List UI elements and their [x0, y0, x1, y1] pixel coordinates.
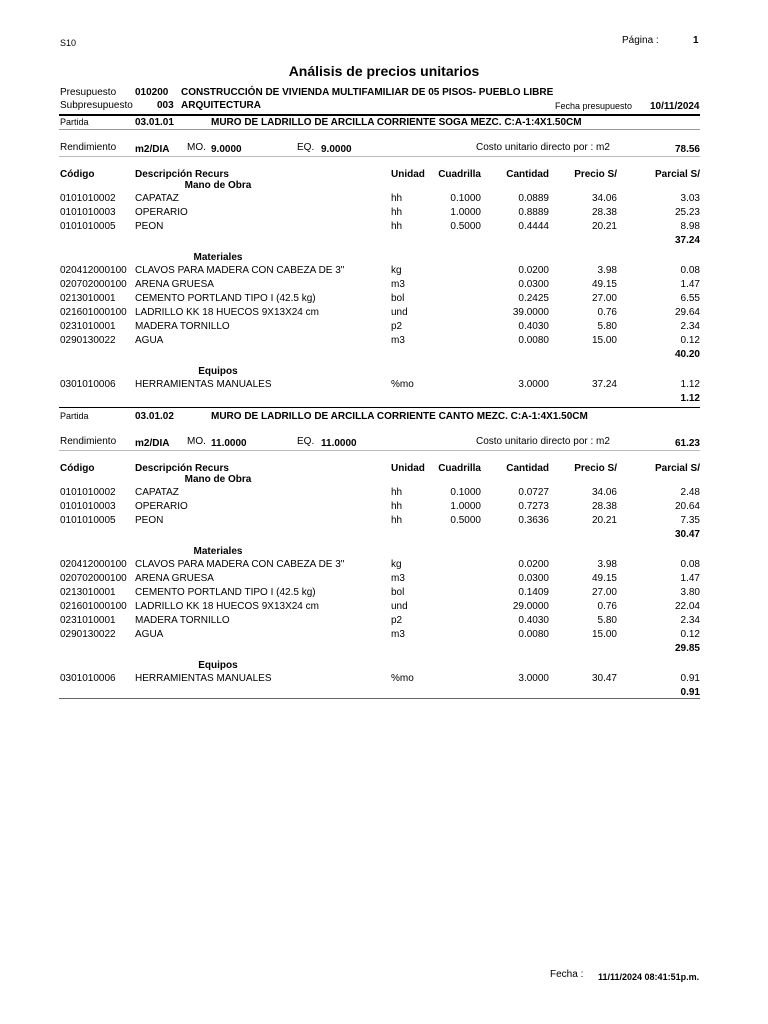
group-subtotal: [0, 392, 768, 405]
item-unit: %mo: [391, 673, 414, 684]
item-desc: CEMENTO PORTLAND TIPO I (42.5 kg): [135, 293, 316, 304]
item-unit: m3: [391, 335, 405, 346]
item-parcial: 29.64: [674, 307, 700, 318]
fecha-presupuesto-label: Fecha presupuesto: [555, 101, 633, 111]
item-parcial: 3.03: [680, 193, 700, 204]
item-unit: hh: [391, 207, 403, 218]
item-parcial: 0.91: [680, 673, 700, 684]
item-unit: und: [391, 601, 408, 612]
partida-underline: [59, 129, 700, 130]
subpresupuesto-label: Subpresupuesto: [60, 100, 133, 111]
system-code: S10: [60, 38, 77, 48]
subtotal-value: 30.47: [674, 529, 700, 540]
item-desc: HERRAMIENTAS MANUALES: [135, 673, 272, 684]
table-row: [0, 320, 768, 333]
table-row: [0, 514, 768, 527]
footer-fecha-value: 11/11/2024 08:41:51p.m.: [598, 972, 700, 982]
item-code: 0101010002: [60, 487, 116, 498]
table-row: [0, 586, 768, 599]
rendimiento-unit: m2/DIA: [135, 438, 170, 449]
rendimiento-label: Rendimiento: [60, 142, 117, 153]
item-parcial: 0.12: [680, 629, 700, 640]
group-subtotal: [0, 642, 768, 655]
partida-divider: [59, 407, 700, 408]
col-parcial: Parcial S/: [654, 463, 700, 474]
item-cantidad: 0.0200: [518, 265, 549, 276]
item-cantidad: 0.0300: [518, 279, 549, 290]
item-parcial: 2.34: [680, 321, 700, 332]
item-code: 0290130022: [60, 629, 116, 640]
group-title: Mano de Obra: [184, 474, 252, 485]
item-cantidad: 0.8889: [518, 207, 549, 218]
table-row: [0, 220, 768, 233]
item-cuadrilla: 0.1000: [450, 193, 481, 204]
item-desc: OPERARIO: [135, 207, 188, 218]
item-unit: bol: [391, 293, 405, 304]
item-code: 0213010001: [60, 293, 116, 304]
item-unit: %mo: [391, 379, 414, 390]
item-precio: 28.38: [591, 207, 617, 218]
mo-value: 9.0000: [211, 144, 242, 155]
table-row: [0, 278, 768, 291]
group-title: Mano de Obra: [184, 180, 252, 191]
col-unidad: Unidad: [391, 169, 425, 180]
table-row: [0, 628, 768, 641]
item-cantidad: 3.0000: [518, 673, 549, 684]
item-unit: m3: [391, 629, 405, 640]
item-code: 0101010002: [60, 193, 116, 204]
item-parcial: 1.12: [680, 379, 700, 390]
item-code: 0301010006: [60, 379, 116, 390]
item-unit: und: [391, 307, 408, 318]
item-code: 020702000100: [60, 573, 127, 584]
table-row: [0, 486, 768, 499]
item-precio: 15.00: [591, 629, 617, 640]
item-cantidad: 39.0000: [512, 307, 549, 318]
item-unit: hh: [391, 501, 403, 512]
item-cantidad: 0.0080: [518, 629, 549, 640]
subtotal-value: 37.24: [674, 235, 700, 246]
item-desc: CLAVOS PARA MADERA CON CABEZA DE 3": [135, 265, 345, 276]
item-cantidad: 0.3636: [518, 515, 549, 526]
item-code: 0101010003: [60, 501, 116, 512]
page-title: Análisis de precios unitarios: [288, 63, 480, 79]
group-subtotal: [0, 528, 768, 541]
item-unit: hh: [391, 487, 403, 498]
table-row: [0, 500, 768, 513]
partida-desc: MURO DE LADRILLO DE ARCILLA CORRIENTE CANTO MEZC. C:A-1:4X1.50CM: [211, 411, 588, 422]
item-cuadrilla: 0.5000: [450, 515, 481, 526]
item-desc: CAPATAZ: [135, 487, 179, 498]
rendimiento-underline: [59, 156, 700, 157]
item-code: 0231010001: [60, 615, 116, 626]
table-row: [0, 672, 768, 685]
group-title: Materiales: [193, 252, 243, 263]
item-precio: 20.21: [591, 221, 617, 232]
item-desc: OPERARIO: [135, 501, 188, 512]
table-row: [0, 334, 768, 347]
header-divider: [59, 114, 700, 116]
item-precio: 28.38: [591, 501, 617, 512]
table-row: [0, 264, 768, 277]
group-title: Equipos: [198, 660, 238, 671]
rendimiento-unit: m2/DIA: [135, 144, 170, 155]
item-parcial: 7.35: [680, 515, 700, 526]
item-precio: 20.21: [591, 515, 617, 526]
item-desc: CAPATAZ: [135, 193, 179, 204]
table-row: [0, 292, 768, 305]
item-precio: 27.00: [591, 293, 617, 304]
item-desc: AGUA: [135, 629, 164, 640]
mo-label: MO.: [187, 142, 206, 153]
presupuesto-desc: CONSTRUCCIÓN DE VIVIENDA MULTIFAMILIAR DE 05 PISOS- PUEBLO LIBRE: [181, 87, 554, 98]
item-precio: 5.80: [597, 321, 617, 332]
item-code: 020412000100: [60, 559, 127, 570]
item-cantidad: 0.0727: [518, 487, 549, 498]
item-code: 0101010005: [60, 515, 116, 526]
item-desc: CEMENTO PORTLAND TIPO I (42.5 kg): [135, 587, 316, 598]
item-parcial: 25.23: [674, 207, 700, 218]
item-cantidad: 0.4030: [518, 615, 549, 626]
item-parcial: 20.64: [674, 501, 700, 512]
item-unit: kg: [391, 559, 402, 570]
item-parcial: 3.80: [680, 587, 700, 598]
subpresupuesto-desc: ARQUITECTURA: [181, 100, 261, 111]
end-divider: [59, 698, 700, 699]
item-precio: 49.15: [591, 279, 617, 290]
item-cantidad: 0.4444: [518, 221, 549, 232]
item-parcial: 8.98: [680, 221, 700, 232]
item-cantidad: 0.0200: [518, 559, 549, 570]
item-unit: p2: [391, 615, 403, 626]
col-codigo: Código: [60, 169, 95, 180]
item-code: 0231010001: [60, 321, 116, 332]
partida-desc: MURO DE LADRILLO DE ARCILLA CORRIENTE SOGA MEZC. C:A-1:4X1.50CM: [211, 117, 582, 128]
group-title: Equipos: [198, 366, 238, 377]
col-codigo: Código: [60, 463, 95, 474]
item-cuadrilla: 1.0000: [450, 501, 481, 512]
col-cantidad: Cantidad: [506, 463, 549, 474]
footer-fecha-label: Fecha :: [550, 969, 584, 980]
item-precio: 34.06: [591, 487, 617, 498]
item-precio: 0.76: [597, 601, 617, 612]
item-desc: LADRILLO KK 18 HUECOS 9X13X24 cm: [135, 307, 319, 318]
item-precio: 0.76: [597, 307, 617, 318]
item-precio: 37.24: [591, 379, 617, 390]
item-precio: 3.98: [597, 559, 617, 570]
page-label: Página :: [622, 35, 659, 46]
group-subtotal: [0, 234, 768, 247]
eq-label: EQ.: [297, 142, 315, 153]
item-code: 020702000100: [60, 279, 127, 290]
item-code: 0290130022: [60, 335, 116, 346]
subtotal-value: 29.85: [674, 643, 700, 654]
subtotal-value: 0.91: [680, 687, 700, 698]
item-code: 0213010001: [60, 587, 116, 598]
item-cantidad: 0.1409: [518, 587, 549, 598]
eq-label: EQ.: [297, 436, 315, 447]
item-cantidad: 0.2425: [518, 293, 549, 304]
table-row: [0, 306, 768, 319]
item-parcial: 22.04: [674, 601, 700, 612]
item-code: 0101010005: [60, 221, 116, 232]
item-code: 021601000100: [60, 601, 127, 612]
item-parcial: 1.47: [680, 573, 700, 584]
item-parcial: 1.47: [680, 279, 700, 290]
group-title: Materiales: [193, 546, 243, 557]
table-row: [0, 206, 768, 219]
item-precio: 5.80: [597, 615, 617, 626]
col-cuadrilla: Cuadrilla: [438, 169, 481, 180]
item-cuadrilla: 0.1000: [450, 487, 481, 498]
item-desc: PEON: [135, 515, 164, 526]
presupuesto-code: 010200: [135, 87, 169, 98]
item-parcial: 0.08: [680, 559, 700, 570]
presupuesto-label: Presupuesto: [60, 87, 117, 98]
costo-label: Costo unitario directo por : m2: [476, 436, 610, 447]
item-unit: hh: [391, 515, 403, 526]
item-desc: MADERA TORNILLO: [135, 321, 230, 332]
item-cantidad: 0.7273: [518, 501, 549, 512]
item-unit: m3: [391, 279, 405, 290]
rendimiento-label: Rendimiento: [60, 436, 117, 447]
item-desc: MADERA TORNILLO: [135, 615, 230, 626]
subpresupuesto-code: 003: [157, 100, 174, 111]
costo-value: 61.23: [674, 438, 700, 449]
item-cantidad: 0.0300: [518, 573, 549, 584]
col-precio: Precio S/: [574, 463, 617, 474]
page-number: 1: [693, 35, 699, 46]
item-desc: AGUA: [135, 335, 164, 346]
item-unit: m3: [391, 573, 405, 584]
item-parcial: 0.08: [680, 265, 700, 276]
col-parcial: Parcial S/: [654, 169, 700, 180]
item-precio: 34.06: [591, 193, 617, 204]
item-code: 0101010003: [60, 207, 116, 218]
table-row: [0, 558, 768, 571]
mo-label: MO.: [187, 436, 206, 447]
item-desc: ARENA GRUESA: [135, 573, 214, 584]
item-desc: CLAVOS PARA MADERA CON CABEZA DE 3": [135, 559, 345, 570]
item-precio: 49.15: [591, 573, 617, 584]
table-row: [0, 192, 768, 205]
item-precio: 3.98: [597, 265, 617, 276]
table-row: [0, 614, 768, 627]
item-desc: PEON: [135, 221, 164, 232]
item-desc: LADRILLO KK 18 HUECOS 9X13X24 cm: [135, 601, 319, 612]
item-cuadrilla: 1.0000: [450, 207, 481, 218]
item-desc: ARENA GRUESA: [135, 279, 214, 290]
item-cantidad: 0.0080: [518, 335, 549, 346]
item-parcial: 2.48: [680, 487, 700, 498]
item-unit: p2: [391, 321, 403, 332]
mo-value: 11.0000: [211, 438, 247, 449]
item-code: 021601000100: [60, 307, 127, 318]
item-unit: hh: [391, 193, 403, 204]
subtotal-value: 1.12: [680, 393, 700, 404]
item-cantidad: 3.0000: [518, 379, 549, 390]
item-cantidad: 0.4030: [518, 321, 549, 332]
subtotal-value: 40.20: [674, 349, 700, 360]
col-unidad: Unidad: [391, 463, 425, 474]
col-cantidad: Cantidad: [506, 169, 549, 180]
item-cantidad: 29.0000: [512, 601, 549, 612]
table-row: [0, 572, 768, 585]
col-precio: Precio S/: [574, 169, 617, 180]
partida-code: 03.01.02: [135, 411, 174, 422]
partida-code: 03.01.01: [135, 117, 174, 128]
item-code: 020412000100: [60, 265, 127, 276]
item-unit: kg: [391, 265, 402, 276]
item-precio: 15.00: [591, 335, 617, 346]
col-descripcion: Descripción Recurs: [135, 169, 229, 180]
item-precio: 30.47: [591, 673, 617, 684]
rendimiento-underline: [59, 450, 700, 451]
costo-value: 78.56: [674, 144, 700, 155]
item-unit: bol: [391, 587, 405, 598]
group-subtotal: [0, 348, 768, 361]
table-row: [0, 378, 768, 391]
eq-value: 11.0000: [321, 438, 357, 449]
item-cuadrilla: 0.5000: [450, 221, 481, 232]
item-cantidad: 0.0889: [518, 193, 549, 204]
eq-value: 9.0000: [321, 144, 352, 155]
item-parcial: 2.34: [680, 615, 700, 626]
costo-label: Costo unitario directo por : m2: [476, 142, 610, 153]
partida-label: Partida: [60, 117, 89, 127]
table-row: [0, 600, 768, 613]
partida-label: Partida: [60, 411, 89, 421]
item-parcial: 0.12: [680, 335, 700, 346]
col-descripcion: Descripción Recurs: [135, 463, 229, 474]
item-precio: 27.00: [591, 587, 617, 598]
col-cuadrilla: Cuadrilla: [438, 463, 481, 474]
item-unit: hh: [391, 221, 403, 232]
item-desc: HERRAMIENTAS MANUALES: [135, 379, 272, 390]
item-code: 0301010006: [60, 673, 116, 684]
fecha-presupuesto: 10/11/2024: [650, 101, 700, 112]
item-parcial: 6.55: [680, 293, 700, 304]
